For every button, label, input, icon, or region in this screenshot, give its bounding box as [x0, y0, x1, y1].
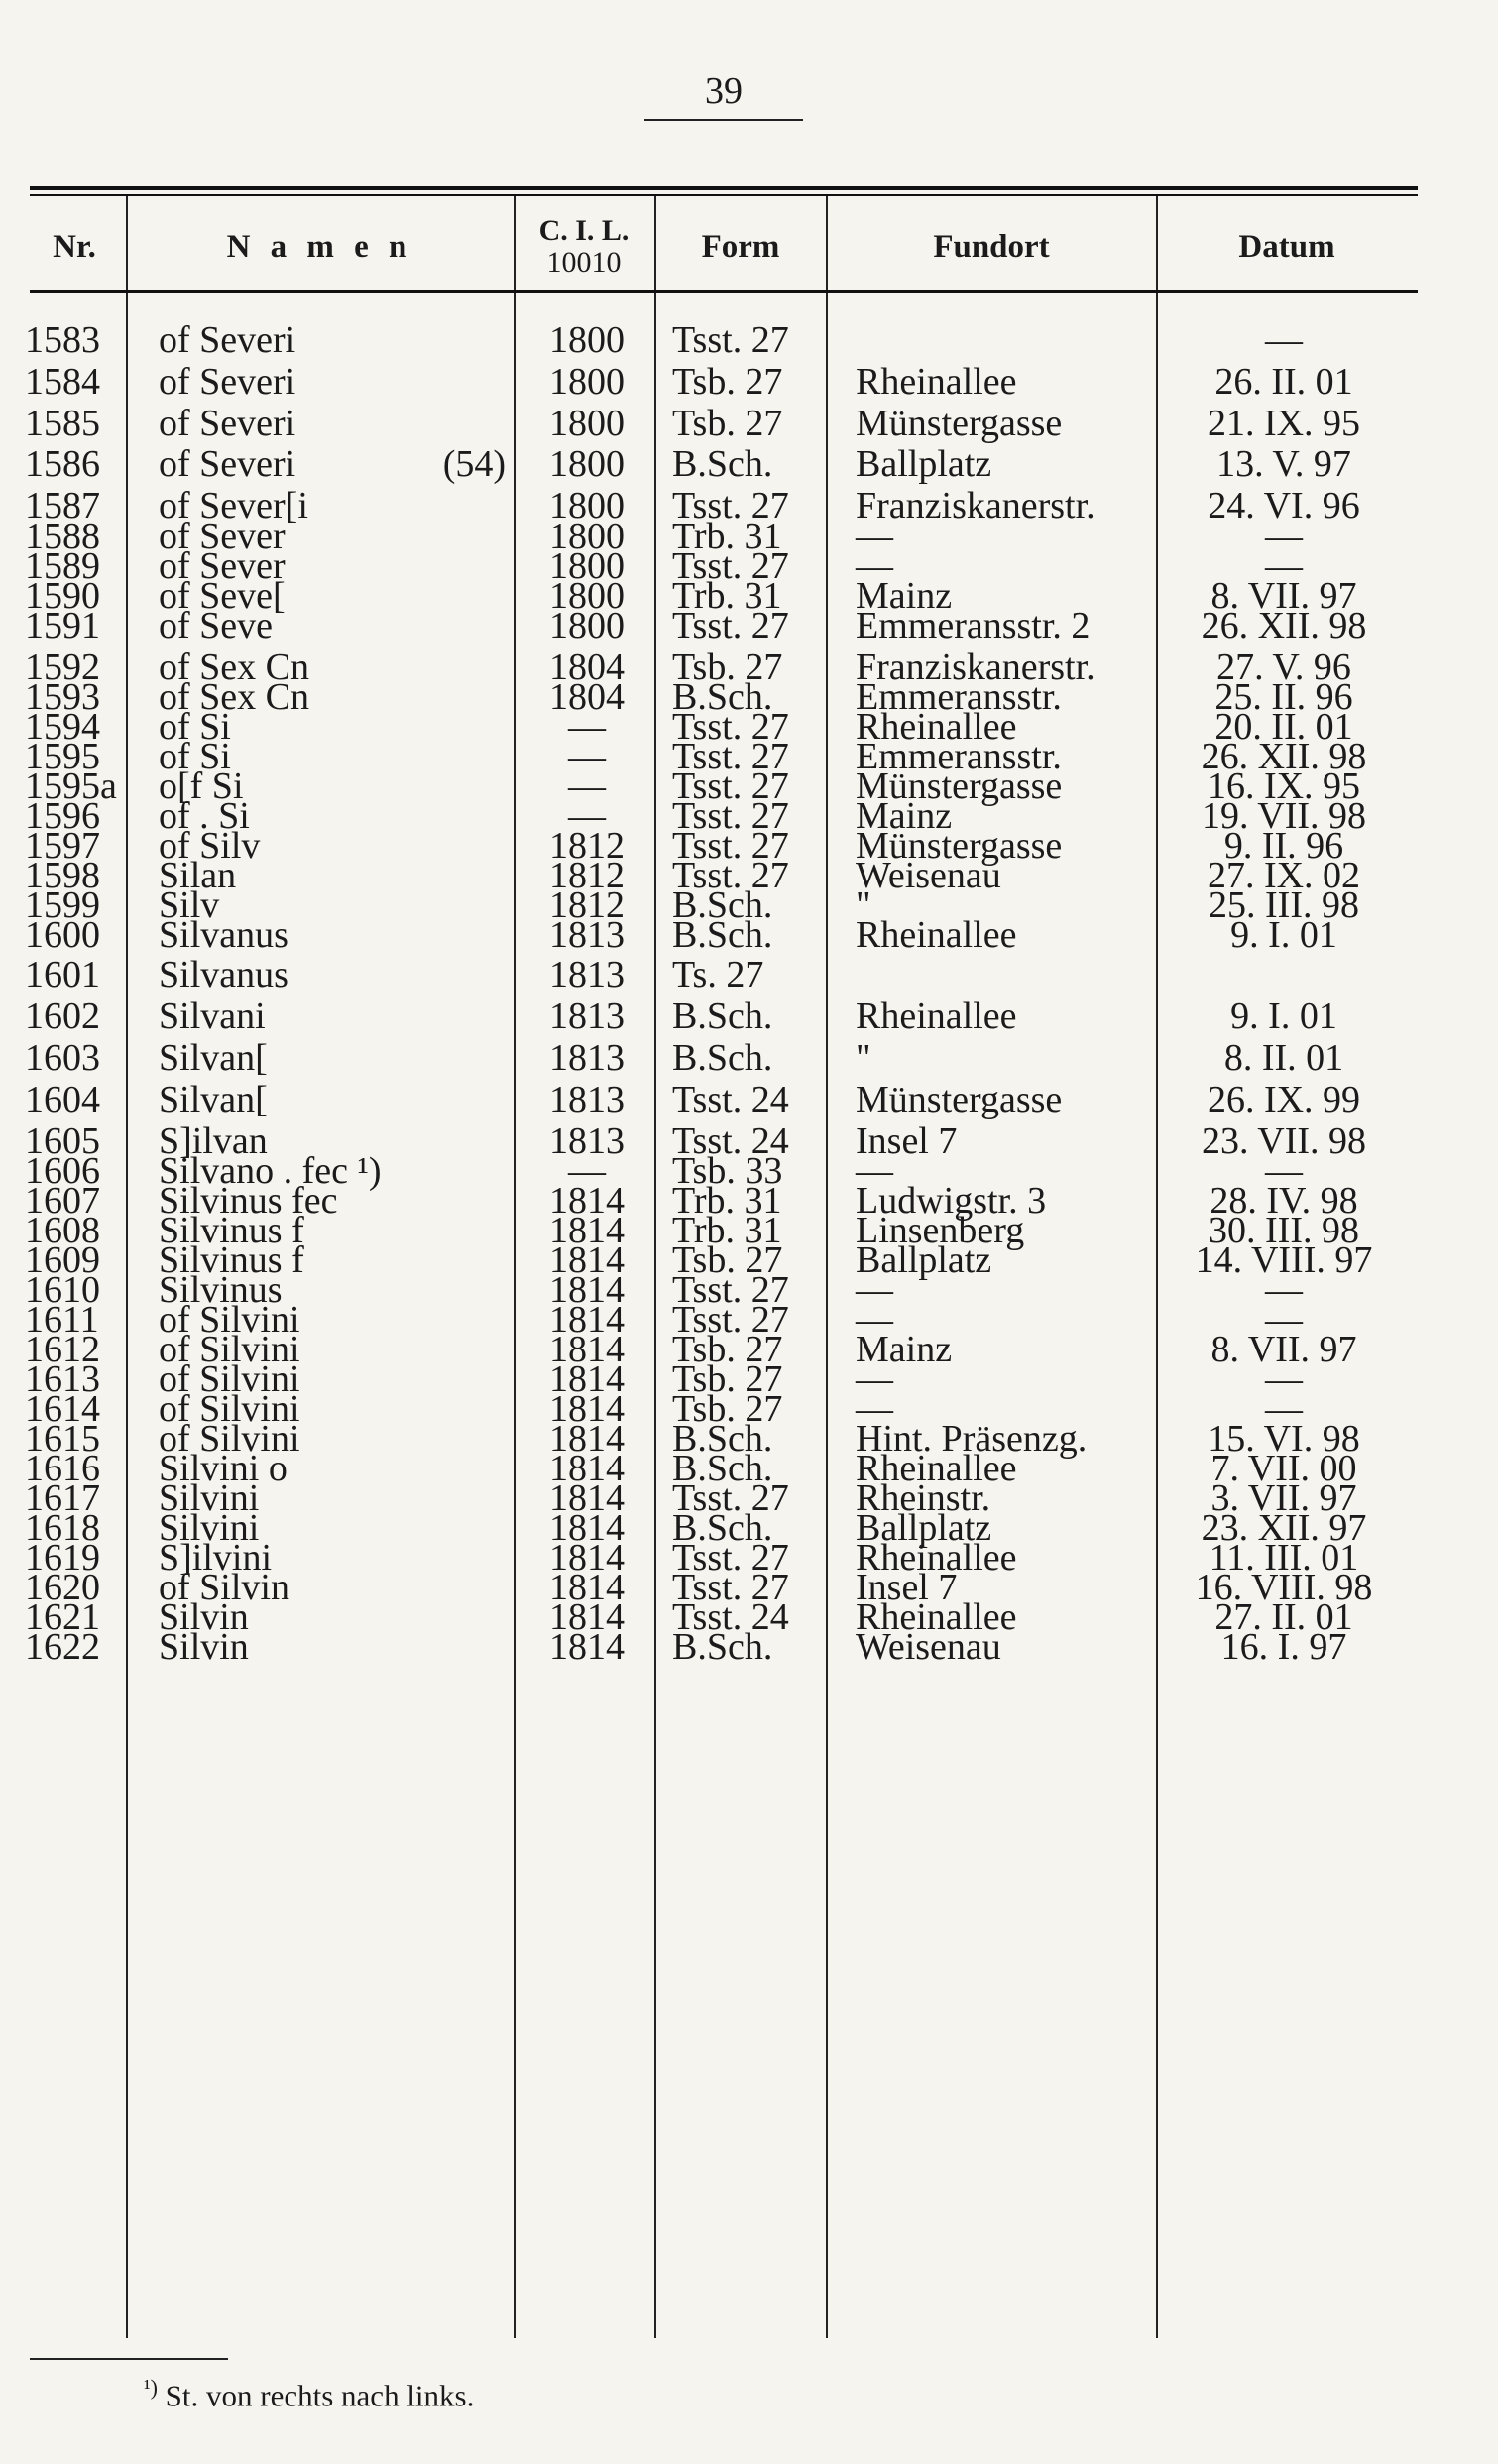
row-name: Silvin — [159, 1596, 249, 1638]
row-form: Tsst. 27 — [672, 605, 789, 646]
row-name: of Sex Cn — [159, 646, 309, 688]
row-form: Trb. 31 — [672, 575, 782, 617]
row-form: B.Sch. — [672, 1507, 773, 1549]
row-fundort: Rheinallee — [856, 1537, 1017, 1579]
footnote-text: St. von rechts nach links. — [165, 2378, 475, 2413]
row-cil: 1814 — [549, 1596, 625, 1638]
table-top-rule — [30, 186, 1418, 190]
row-nr: 1620 — [25, 1567, 100, 1608]
row-fundort: — — [856, 1269, 893, 1311]
row-cil: — — [568, 736, 606, 777]
row-cil: 1812 — [549, 855, 625, 896]
table-row — [0, 603, 1498, 648]
row-form: Trb. 31 — [672, 1210, 782, 1251]
row-nr: 1596 — [25, 795, 100, 837]
row-nr: 1590 — [25, 575, 100, 617]
row-datum: — — [1265, 1358, 1303, 1400]
row-datum: 25. II. 96 — [1214, 676, 1353, 718]
row-datum: 21. IX. 95 — [1207, 403, 1361, 444]
row-name: of Si — [159, 736, 231, 777]
row-name: of Silvini — [159, 1358, 300, 1400]
row-cil: 1813 — [549, 1079, 625, 1120]
row-cil: 1814 — [549, 1239, 625, 1281]
row-name: of Severi — [159, 443, 296, 485]
row-datum: 11. III. 01 — [1209, 1537, 1359, 1579]
row-form: Tsst. 27 — [672, 706, 789, 748]
row-cil: 1814 — [549, 1329, 625, 1370]
row-form: Tsb. 27 — [672, 1358, 783, 1400]
row-name: Silvini — [159, 1477, 260, 1519]
row-cil: — — [568, 706, 606, 748]
row-name: S]ilvini — [159, 1537, 273, 1579]
row-fundort: — — [856, 545, 893, 587]
row-datum: 16. IX. 95 — [1207, 765, 1361, 807]
row-fundort: Ballplatz — [856, 1239, 992, 1281]
row-name: of Silvini — [159, 1329, 300, 1370]
row-nr: 1611 — [25, 1299, 99, 1341]
row-nr: 1591 — [25, 605, 100, 646]
row-fundort: Hint. Präsenzg. — [856, 1418, 1088, 1460]
row-fundort: Mainz — [856, 795, 953, 837]
row-form: B.Sch. — [672, 443, 773, 485]
row-name: Silvin — [159, 1626, 249, 1668]
row-form: Tsst. 24 — [672, 1120, 789, 1162]
row-form: Ts. 27 — [672, 954, 764, 996]
header-namen: N a m e n — [226, 228, 413, 265]
header-cil-line1: C. I. L. — [538, 214, 630, 247]
row-datum: — — [1265, 1269, 1303, 1311]
row-cil: 1814 — [549, 1180, 625, 1222]
row-datum: 9. II. 96 — [1223, 825, 1344, 867]
row-cil: — — [568, 765, 606, 807]
row-cil: 1800 — [549, 319, 625, 361]
row-form: Trb. 31 — [672, 516, 782, 557]
row-cil: 1800 — [549, 545, 625, 587]
row-name: of Severi — [159, 361, 296, 403]
row-nr: 1586 — [25, 443, 100, 485]
row-fundort: Rheinallee — [856, 361, 1017, 403]
header-cil-line2: 10010 — [546, 246, 622, 279]
row-datum: 16. VIII. 98 — [1195, 1567, 1373, 1608]
row-form: Tsst. 24 — [672, 1596, 789, 1638]
row-datum: 27. V. 96 — [1216, 646, 1351, 688]
row-cil: 1814 — [549, 1477, 625, 1519]
row-form: Tsst. 27 — [672, 1477, 789, 1519]
row-cil: 1800 — [549, 361, 625, 403]
row-form: Tsb. 27 — [672, 361, 783, 403]
row-name: of Sever — [159, 516, 286, 557]
row-nr: 1607 — [25, 1180, 100, 1222]
row-fundort: Mainz — [856, 1329, 953, 1370]
row-cil: 1800 — [549, 485, 625, 527]
row-cil: 1814 — [549, 1626, 625, 1668]
row-form: Tsst. 27 — [672, 485, 789, 527]
row-cil: 1800 — [549, 605, 625, 646]
page-number: 39 — [705, 70, 743, 112]
table-row — [0, 994, 1498, 1039]
row-name: Silvanus — [159, 914, 288, 956]
row-form: Tsst. 27 — [672, 765, 789, 807]
row-datum: 27. II. 01 — [1214, 1596, 1353, 1638]
row-name: of Silvini — [159, 1388, 300, 1430]
row-fundort: Weisenau — [856, 855, 1001, 896]
row-name: of Silv — [159, 825, 261, 867]
row-nr: 1617 — [25, 1477, 100, 1519]
row-form: B.Sch. — [672, 1448, 773, 1489]
row-nr: 1618 — [25, 1507, 100, 1549]
row-nr: 1585 — [25, 403, 100, 444]
row-nr: 1583 — [25, 319, 100, 361]
row-fundort: Rheinallee — [856, 1448, 1017, 1489]
row-fundort: Münstergasse — [856, 403, 1063, 444]
row-fundort: — — [856, 1299, 893, 1341]
row-datum: 27. IX. 02 — [1207, 855, 1361, 896]
header-bottom-rule — [30, 290, 1418, 293]
row-cil: 1813 — [549, 914, 625, 956]
row-form: Tsst. 27 — [672, 1299, 789, 1341]
row-form: Tsst. 27 — [672, 1567, 789, 1608]
row-cil: 1800 — [549, 443, 625, 485]
row-fundort: Rheinstr. — [856, 1477, 991, 1519]
row-nr: 1608 — [25, 1210, 100, 1251]
row-name: o[f Si — [159, 765, 244, 807]
row-form: Tsst. 27 — [672, 545, 789, 587]
row-datum: 23. VII. 98 — [1201, 1120, 1367, 1162]
row-note: (54) — [442, 443, 506, 485]
row-name: Silvano . fec ¹) — [159, 1150, 382, 1192]
header-datum: Datum — [1238, 228, 1335, 265]
row-fundort: — — [856, 1150, 893, 1192]
row-fundort: Insel 7 — [856, 1567, 958, 1608]
row-fundort: Insel 7 — [856, 1120, 958, 1162]
row-fundort: Franziskanerstr. — [856, 485, 1095, 527]
row-cil: 1800 — [549, 403, 625, 444]
row-name: Silvanus — [159, 954, 288, 996]
footnote-marker: ¹) — [144, 2375, 158, 2400]
row-form: Tsb. 27 — [672, 1388, 783, 1430]
row-datum: 9. I. 01 — [1230, 914, 1337, 956]
row-name: of Seve[ — [159, 575, 286, 617]
row-datum: 13. V. 97 — [1216, 443, 1351, 485]
row-nr: 1606 — [25, 1150, 100, 1192]
row-datum: 19. VII. 98 — [1201, 795, 1367, 837]
row-fundort: — — [856, 1358, 893, 1400]
row-nr: 1609 — [25, 1239, 100, 1281]
row-form: Tsst. 27 — [672, 319, 789, 361]
row-datum: 23. XII. 97 — [1201, 1507, 1367, 1549]
row-datum: 20. II. 01 — [1214, 706, 1353, 748]
row-nr: 1593 — [25, 676, 100, 718]
table-row — [0, 317, 1498, 363]
row-cil: 1812 — [549, 884, 625, 926]
row-datum: 8. VII. 97 — [1210, 1329, 1357, 1370]
footnote — [144, 2375, 474, 2413]
row-form: B.Sch. — [672, 1626, 773, 1668]
row-nr: 1588 — [25, 516, 100, 557]
row-nr: 1616 — [25, 1448, 100, 1489]
row-fundort: Münstergasse — [856, 825, 1063, 867]
row-fundort: Ballplatz — [856, 1507, 992, 1549]
row-cil: 1814 — [549, 1507, 625, 1549]
row-cil: 1804 — [549, 676, 625, 718]
row-name: Silan — [159, 855, 237, 896]
row-name: of Sever[i — [159, 485, 308, 527]
row-form: Tsst. 27 — [672, 1537, 789, 1579]
row-nr: 1613 — [25, 1358, 100, 1400]
row-form: Tsb. 27 — [672, 1239, 783, 1281]
row-fundort: — — [856, 1388, 893, 1430]
row-fundort: Emmeransstr. — [856, 676, 1062, 718]
row-name: of Sex Cn — [159, 676, 309, 718]
row-name: Silv — [159, 884, 220, 926]
table-row — [0, 1035, 1498, 1081]
row-form: Tsst. 24 — [672, 1079, 789, 1120]
row-cil: 1814 — [549, 1448, 625, 1489]
row-fundort: Münstergasse — [856, 1079, 1063, 1120]
row-form: B.Sch. — [672, 676, 773, 718]
row-form: Tsb. 27 — [672, 1329, 783, 1370]
page-number-rule — [644, 119, 803, 121]
row-cil: 1814 — [549, 1388, 625, 1430]
row-cil: 1814 — [549, 1358, 625, 1400]
row-nr: 1595 — [25, 736, 100, 777]
table-row — [0, 441, 1498, 487]
row-nr: 1592 — [25, 646, 100, 688]
row-name: Silvan[ — [159, 1037, 268, 1079]
table-row — [0, 1077, 1498, 1122]
row-form: Tsst. 27 — [672, 795, 789, 837]
row-nr: 1605 — [25, 1120, 100, 1162]
row-nr: 1598 — [25, 855, 100, 896]
row-nr: 1600 — [25, 914, 100, 956]
row-name: of Silvin — [159, 1567, 289, 1608]
row-form: B.Sch. — [672, 1418, 773, 1460]
row-datum: 28. IV. 98 — [1210, 1180, 1358, 1222]
row-name: Silvinus — [159, 1269, 283, 1311]
row-cil: 1814 — [549, 1418, 625, 1460]
row-fundort: Rheinallee — [856, 1596, 1017, 1638]
row-datum: 26. XII. 98 — [1201, 736, 1367, 777]
row-datum: — — [1265, 1299, 1303, 1341]
row-nr: 1587 — [25, 485, 100, 527]
row-nr: 1614 — [25, 1388, 100, 1430]
row-nr: 1603 — [25, 1037, 100, 1079]
row-name: Silvinus f — [159, 1239, 304, 1281]
row-fundort: Rheinallee — [856, 706, 1017, 748]
row-datum: — — [1265, 545, 1303, 587]
table-row — [0, 359, 1498, 405]
row-fundort: Emmeransstr. — [856, 736, 1062, 777]
table-row — [0, 1624, 1498, 1670]
row-nr: 1622 — [25, 1626, 100, 1668]
row-form: B.Sch. — [672, 1037, 773, 1079]
row-cil: 1814 — [549, 1210, 625, 1251]
row-datum: 8. VII. 97 — [1210, 575, 1357, 617]
row-cil: 1812 — [549, 825, 625, 867]
row-fundort: " — [856, 1037, 871, 1079]
header-fundort: Fundort — [933, 228, 1050, 265]
row-cil: 1814 — [549, 1537, 625, 1579]
row-nr: 1615 — [25, 1418, 100, 1460]
row-fundort: Ballplatz — [856, 443, 992, 485]
row-datum: 14. VIII. 97 — [1195, 1239, 1373, 1281]
row-datum: 16. I. 97 — [1220, 1626, 1347, 1668]
row-fundort: Linsenberg — [856, 1210, 1025, 1251]
row-datum: 15. VI. 98 — [1208, 1418, 1360, 1460]
row-name: of . Si — [159, 795, 250, 837]
row-datum: — — [1265, 516, 1303, 557]
row-datum: 26. IX. 99 — [1207, 1079, 1361, 1120]
row-cil: 1813 — [549, 996, 625, 1037]
row-name: of Severi — [159, 319, 296, 361]
row-datum: — — [1265, 1388, 1303, 1430]
row-cil: 1813 — [549, 1120, 625, 1162]
row-name: of Severi — [159, 403, 296, 444]
row-form: Tsb. 27 — [672, 403, 783, 444]
row-form: Tsst. 27 — [672, 736, 789, 777]
row-datum: 26. XII. 98 — [1201, 605, 1367, 646]
row-fundort: — — [856, 516, 893, 557]
row-datum: — — [1265, 319, 1303, 361]
row-name: of Sever — [159, 545, 286, 587]
row-form: Trb. 31 — [672, 1180, 782, 1222]
row-cil: 1813 — [549, 1037, 625, 1079]
row-cil: 1800 — [549, 516, 625, 557]
row-fundort: Ludwigstr. 3 — [856, 1180, 1047, 1222]
row-name: Silvinus fec — [159, 1180, 338, 1222]
header-cil — [516, 203, 652, 291]
row-datum: 25. III. 98 — [1209, 884, 1359, 926]
row-name: of Si — [159, 706, 231, 748]
row-cil: 1813 — [549, 954, 625, 996]
row-nr: 1619 — [25, 1537, 100, 1579]
row-cil: — — [568, 1150, 606, 1192]
row-nr: 1602 — [25, 996, 100, 1037]
row-nr: 1599 — [25, 884, 100, 926]
row-cil: — — [568, 795, 606, 837]
row-fundort: Franziskanerstr. — [856, 646, 1095, 688]
row-cil: 1814 — [549, 1299, 625, 1341]
row-form: Tsst. 27 — [672, 855, 789, 896]
row-cil: 1814 — [549, 1269, 625, 1311]
row-name: of Silvini — [159, 1418, 300, 1460]
row-nr: 1604 — [25, 1079, 100, 1120]
row-datum: 24. VI. 96 — [1208, 485, 1360, 527]
row-name: Silvan[ — [159, 1079, 268, 1120]
row-nr: 1595a — [25, 765, 117, 807]
row-form: B.Sch. — [672, 914, 773, 956]
row-datum: — — [1265, 1150, 1303, 1192]
row-form: Tsst. 27 — [672, 1269, 789, 1311]
table-row — [0, 401, 1498, 446]
row-fundort: Emmeransstr. 2 — [856, 605, 1091, 646]
row-cil: 1804 — [549, 646, 625, 688]
row-datum: 3. VII. 97 — [1210, 1477, 1357, 1519]
row-nr: 1584 — [25, 361, 100, 403]
row-nr: 1597 — [25, 825, 100, 867]
row-nr: 1621 — [25, 1596, 100, 1638]
header-nr: Nr. — [53, 228, 96, 265]
row-datum: 9. I. 01 — [1230, 996, 1337, 1037]
row-form: Tsb. 33 — [672, 1150, 783, 1192]
row-nr: 1612 — [25, 1329, 100, 1370]
table-row — [0, 952, 1498, 997]
row-name: Silvini o — [159, 1448, 288, 1489]
row-datum: 30. III. 98 — [1209, 1210, 1359, 1251]
row-nr: 1594 — [25, 706, 100, 748]
table-top-rule-thin — [30, 194, 1418, 196]
row-form: Tsst. 27 — [672, 825, 789, 867]
row-fundort: Münstergasse — [856, 765, 1063, 807]
row-form: Tsb. 27 — [672, 646, 783, 688]
footnote-rule — [30, 2358, 228, 2360]
row-name: Silvinus f — [159, 1210, 304, 1251]
row-form: B.Sch. — [672, 996, 773, 1037]
row-fundort: Rheinallee — [856, 914, 1017, 956]
row-fundort: " — [856, 884, 871, 926]
row-nr: 1601 — [25, 954, 100, 996]
header-form: Form — [701, 228, 780, 265]
row-fundort: Weisenau — [856, 1626, 1001, 1668]
row-name: of Silvini — [159, 1299, 300, 1341]
row-datum: 7. VII. 00 — [1210, 1448, 1357, 1489]
row-cil: 1814 — [549, 1567, 625, 1608]
row-cil: 1800 — [549, 575, 625, 617]
row-name: Silvani — [159, 996, 266, 1037]
row-nr: 1610 — [25, 1269, 100, 1311]
row-nr: 1589 — [25, 545, 100, 587]
row-fundort: Mainz — [856, 575, 953, 617]
row-form: B.Sch. — [672, 884, 773, 926]
row-datum: 26. II. 01 — [1214, 361, 1353, 403]
row-name: Silvini — [159, 1507, 260, 1549]
row-datum: 8. II. 01 — [1223, 1037, 1344, 1079]
row-name: S]ilvan — [159, 1120, 268, 1162]
row-name: of Seve — [159, 605, 274, 646]
row-fundort: Rheinallee — [856, 996, 1017, 1037]
